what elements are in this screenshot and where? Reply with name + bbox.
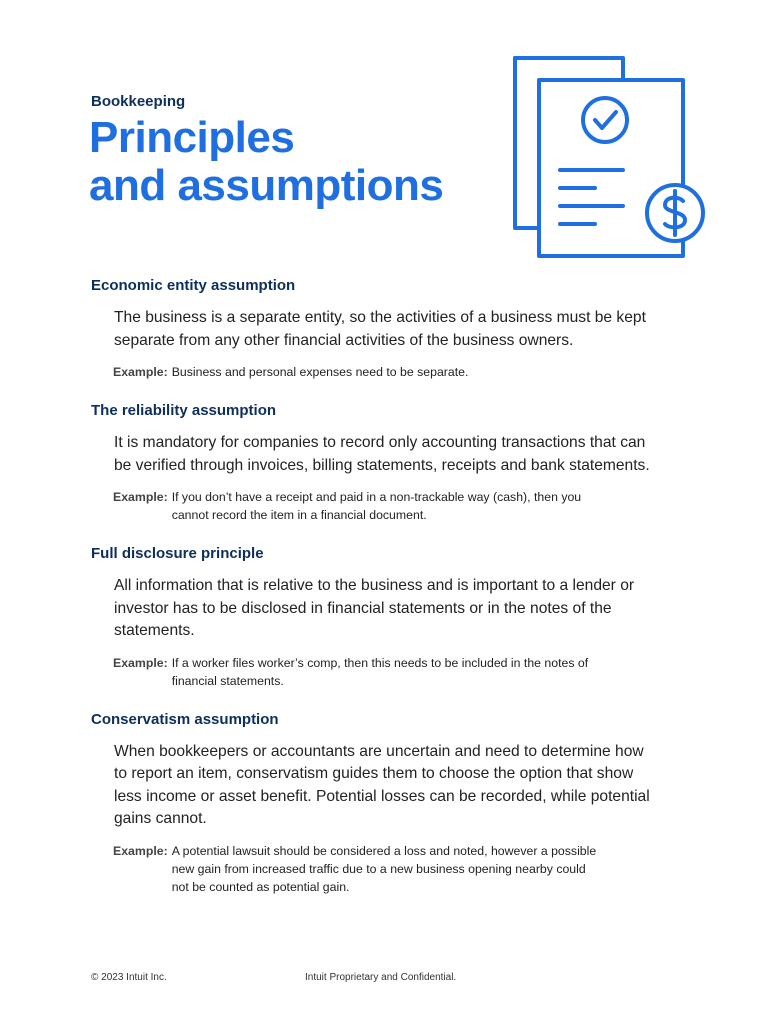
section-heading: The reliability assumption (91, 402, 277, 419)
example-label: Example: (113, 490, 168, 504)
page-title-line-1: Principles (89, 113, 295, 162)
example (113, 488, 671, 524)
section-body: All information that is relative to the business and is important to a lender or investor has to be disclosed in financial statements or in the notes of the statements. (114, 577, 635, 639)
principles-list (91, 276, 671, 916)
example-text: Business and personal expenses need to be separate. (171, 365, 469, 379)
example-label: Example: (113, 365, 168, 379)
section-heading: Economic entity assumption (91, 277, 296, 294)
section-conservatism (91, 710, 671, 896)
example-text: A potential lawsuit should be considered a loss and noted, however a possible new gain from increased traffic due to a new business opening nearby could not be counted as potential gain. (171, 843, 597, 894)
section-heading: Conservatism assumption (91, 710, 279, 728)
section-body: The business is a separate entity, so the activities of a business must be kept separate from any other financial activities of the business owners. (114, 309, 646, 349)
example-label: Example: (113, 843, 168, 858)
example-text: If a worker files worker’s comp, then this needs to be included in the notes of financial statements. (171, 655, 589, 688)
section-full-disclosure (91, 544, 671, 690)
example (113, 363, 671, 381)
section-body: It is mandatory for companies to record only accounting transactions that can be verified through invoices, billing statements, receipts and bank statements. (114, 434, 650, 474)
example-label: Example: (113, 655, 168, 670)
page-title (89, 114, 443, 210)
page-title-line-2: and assumptions (89, 161, 444, 210)
section-body: When bookkeepers or accountants are uncertain and need to determine how to report an item, conservatism guides them to choose the option that show less income or asset benefit. Potential losses can be recorded, while potential gains cannot. (114, 742, 650, 827)
footer-copyright: © 2023 Intuit Inc. (91, 972, 167, 983)
document-checkmark-dollar-icon (505, 48, 715, 268)
section-economic-entity (91, 276, 671, 381)
category-label: Bookkeeping (91, 93, 186, 110)
example (113, 842, 671, 896)
section-heading: Full disclosure principle (91, 545, 264, 562)
example (113, 654, 671, 690)
example-text: If you don’t have a receipt and paid in a non-trackable way (cash), then you cannot record the item in a financial document. (171, 490, 582, 522)
footer-confidential: Intuit Proprietary and Confidential. (305, 972, 457, 983)
section-reliability (91, 401, 671, 524)
